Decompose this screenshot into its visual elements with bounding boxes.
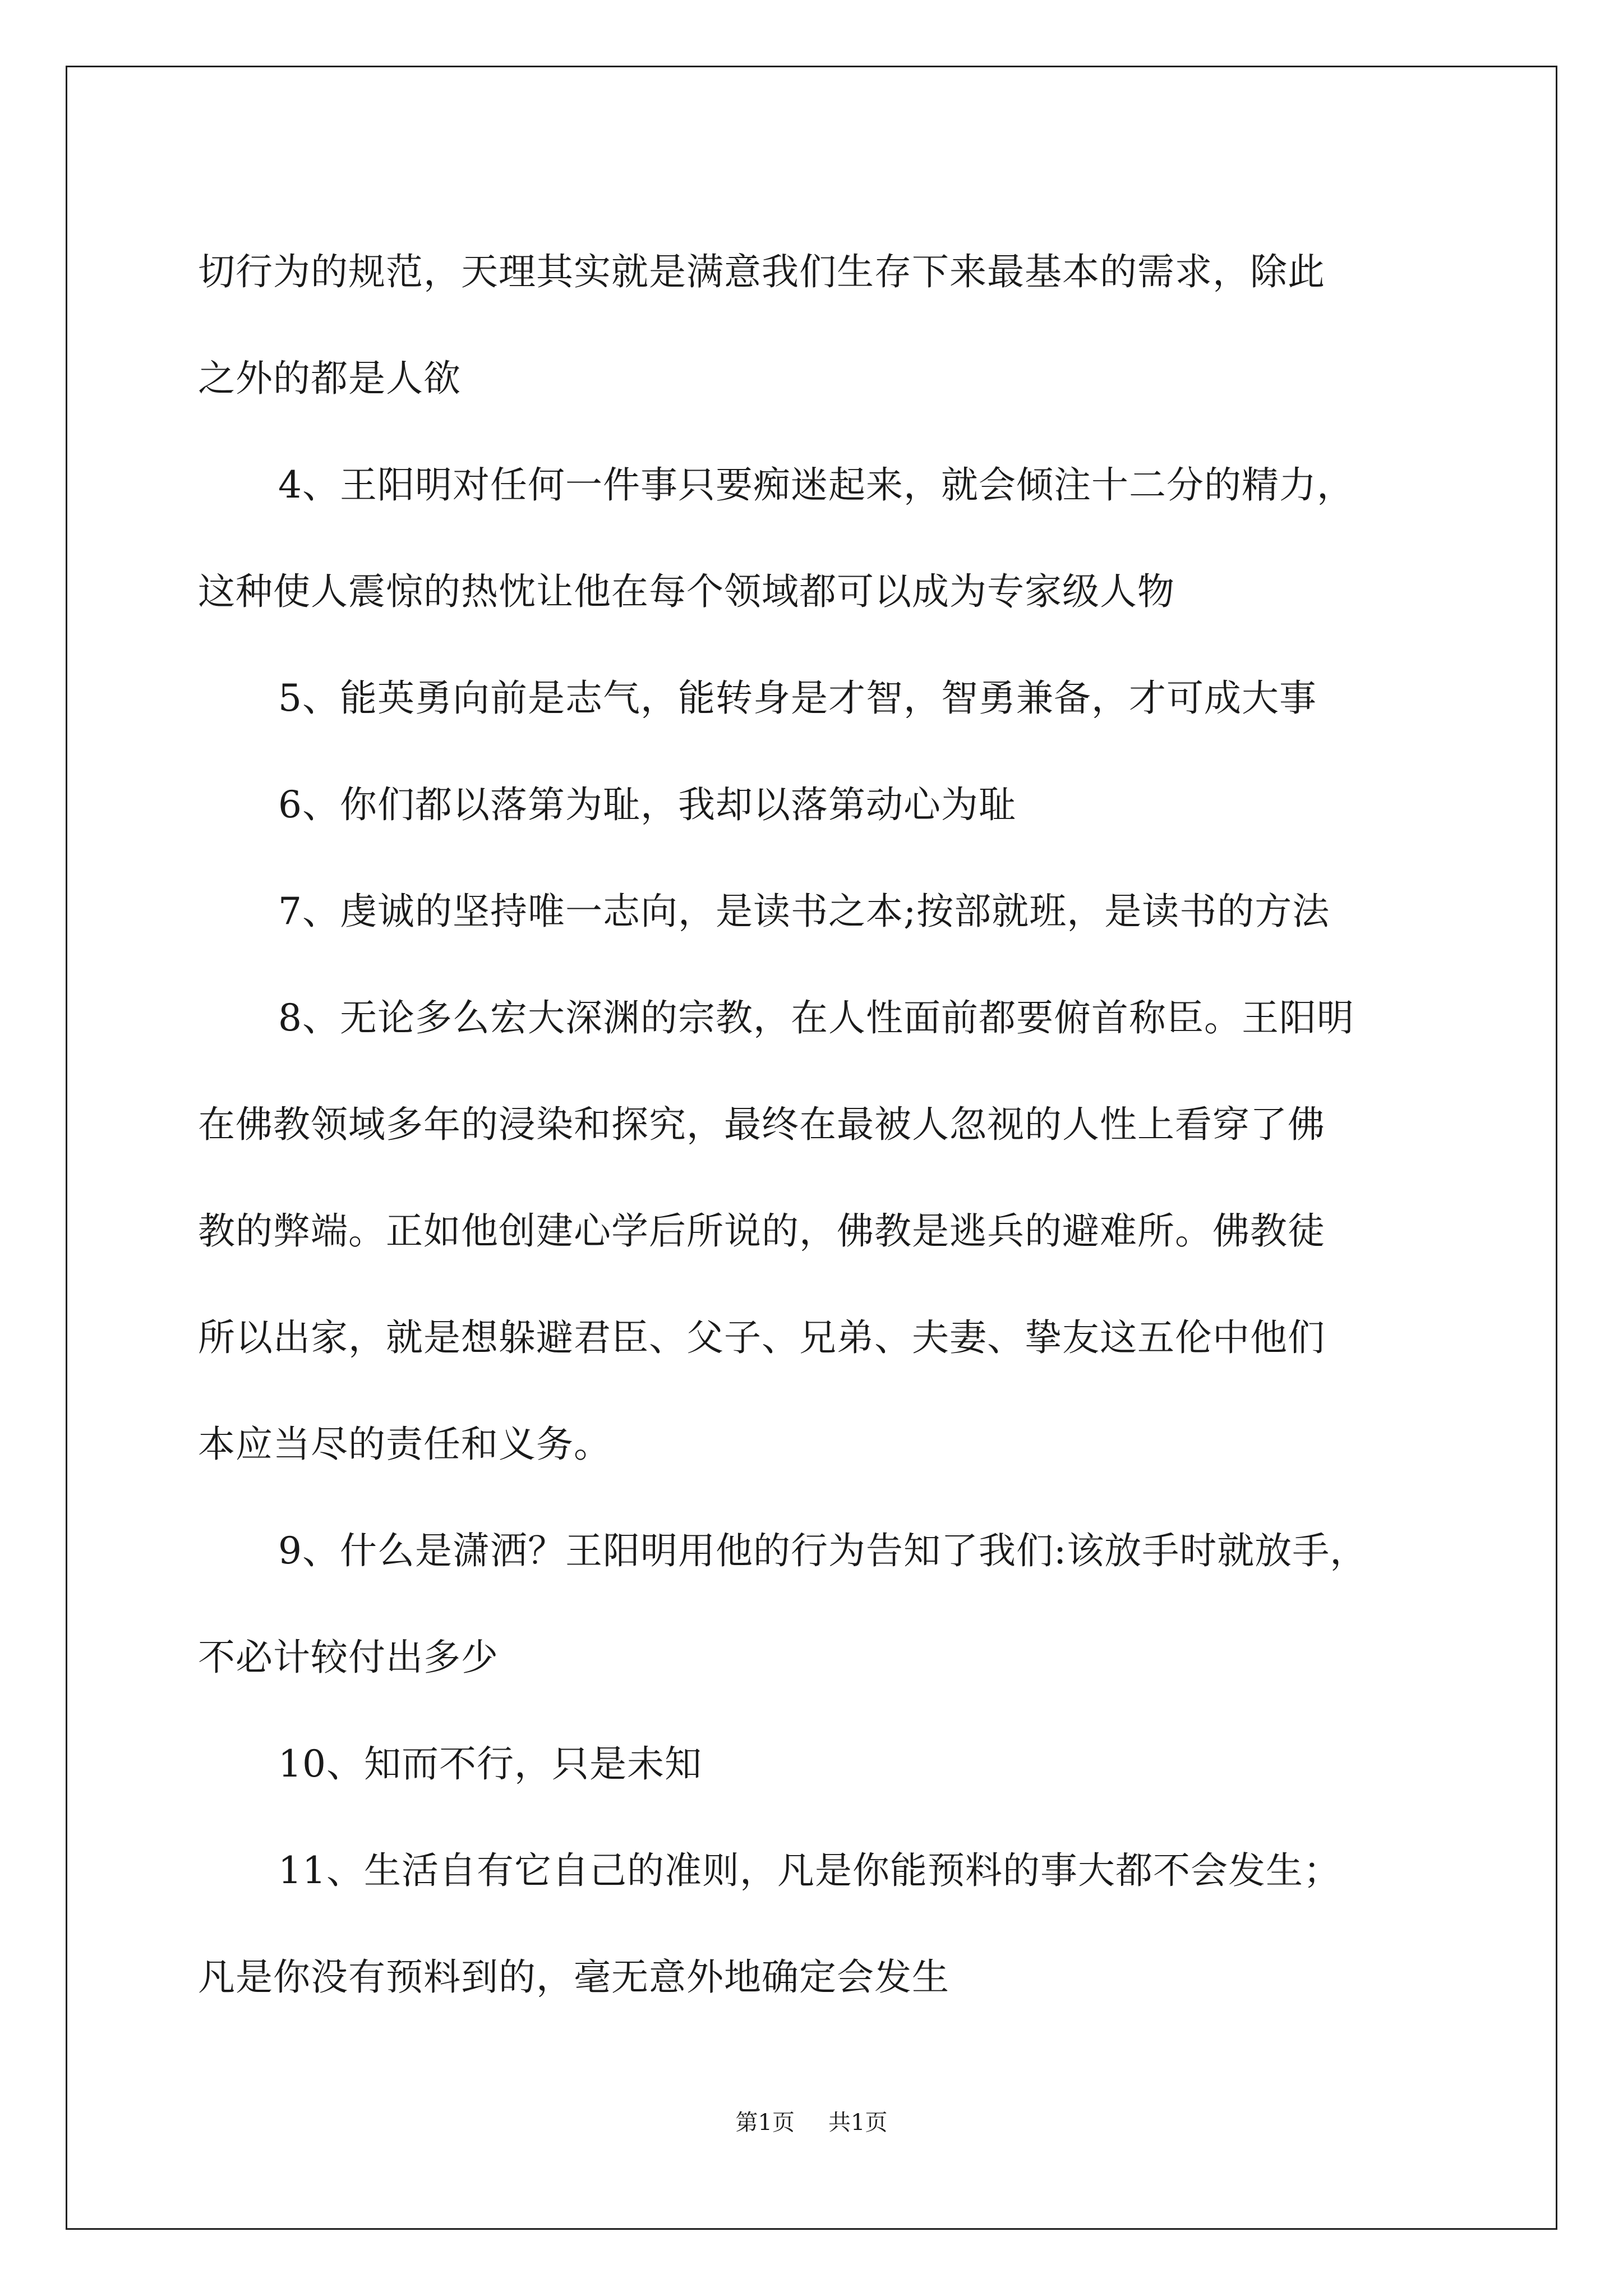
text-line: 6、你们都以落第为耻，我却以落第动心为耻 [278,783,1016,826]
text-line: 切行为的规范，天理其实就是满意我们生存下来最基本的需求，除此 [198,250,1325,293]
text-line: 5、能英勇向前是志气，能转身是才智，智勇兼备，才可成大事 [278,677,1317,720]
text-line: 11、生活自有它自己的准则，凡是你能预料的事大都不会发生； [278,1849,1341,1892]
text-line: 凡是你没有预料到的，毫无意外地确定会发生 [198,1955,949,1999]
text-line: 教的弊端。正如他创建心学后所说的，佛教是逃兵的避难所。佛教徒 [198,1209,1325,1253]
text-line: 10、知而不行，只是未知 [278,1742,702,1786]
text-line: 之外的都是人欲 [198,357,461,400]
text-line: 在佛教领域多年的浸染和探究，最终在最被人忽视的人性上看穿了佛 [198,1103,1325,1146]
page-total: 共1页 [828,2110,888,2136]
text-line: 本应当尽的责任和义务。 [198,1423,611,1466]
text-line: 4、王阳明对任何一件事只要痴迷起来，就会倾注十二分的精力， [278,463,1354,507]
page-number: 第1页 [735,2110,795,2136]
text-line: 9、什么是潇洒？王阳明用他的行为告知了我们:该放手时就放手， [278,1529,1368,1572]
text-line: 8、无论多么宏大深渊的宗教，在人性面前都要俯首称臣。王阳明 [278,996,1354,1039]
text-line: 7、虔诚的坚持唯一志向，是读书之本;按部就班，是读书的方法 [278,890,1330,933]
text-line: 这种使人震惊的热忱让他在每个领域都可以成为专家级人物 [198,570,1175,613]
document-body [198,219,1443,2031]
text-line: 不必计较付出多少 [198,1636,499,1679]
page-footer [0,2106,1623,2139]
text-line: 所以出家，就是想躲避君臣、父子、兄弟、夫妻、挚友这五伦中他们 [198,1316,1325,1359]
